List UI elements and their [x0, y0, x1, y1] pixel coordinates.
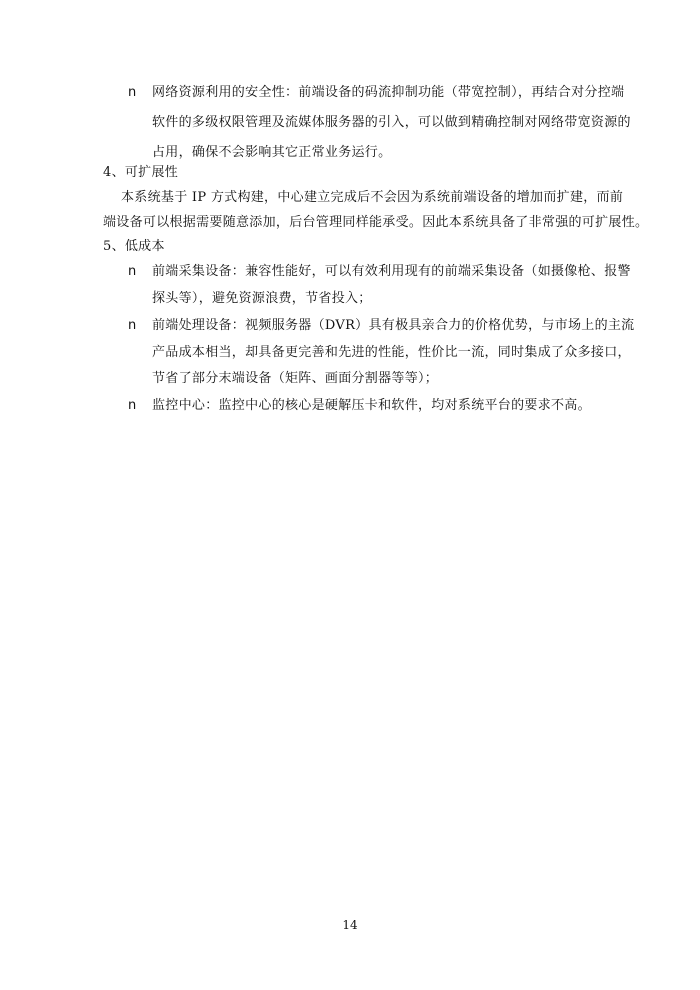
bullet-marker: n	[128, 85, 137, 100]
bullet-marker: n	[128, 398, 137, 413]
bullet-marker: n	[128, 264, 137, 279]
section-heading: 5、低成本	[103, 239, 165, 254]
bullet-text: 产品成本相当，却具备更完善和先进的性能，性价比一流，同时集成了众多接口，	[152, 345, 631, 360]
paragraph-line: 本系统基于 IP 方式构建，中心建立完成后不会因为系统前端设备的增加而扩建，而前	[121, 190, 624, 205]
bullet-text: 占用，确保不会影响其它正常业务运行。	[152, 145, 392, 160]
bullet-text: 节省了部分末端设备（矩阵、画面分割器等等）；	[152, 371, 439, 386]
bullet-text: 前端采集设备：兼容性能好，可以有效利用现有的前端采集设备（如摄像枪、报警	[152, 264, 631, 279]
section-heading: 4、可扩展性	[103, 165, 179, 180]
bullet-text: 监控中心：监控中心的核心是硬解压卡和软件，均对系统平台的要求不高。	[152, 398, 591, 413]
bullet-text: 网络资源利用的安全性：前端设备的码流抑制功能（带宽控制），再结合对分控端	[152, 85, 625, 100]
page-number: 14	[342, 918, 358, 932]
bullet-text: 前端处理设备：视频服务器（DVR）具有极具亲合力的价格优势，与市场上的主流	[152, 318, 635, 333]
bullet-text: 探头等），避免资源浪费，节省投入；	[152, 291, 372, 306]
bullet-marker: n	[128, 318, 137, 333]
bullet-text: 软件的多级权限管理及流媒体服务器的引入，可以做到精确控制对网络带宽资源的	[152, 115, 631, 130]
paragraph-line: 端设备可以根据需要随意添加，后台管理同样能承受。因此本系统具备了非常强的可扩展性。	[103, 215, 649, 230]
